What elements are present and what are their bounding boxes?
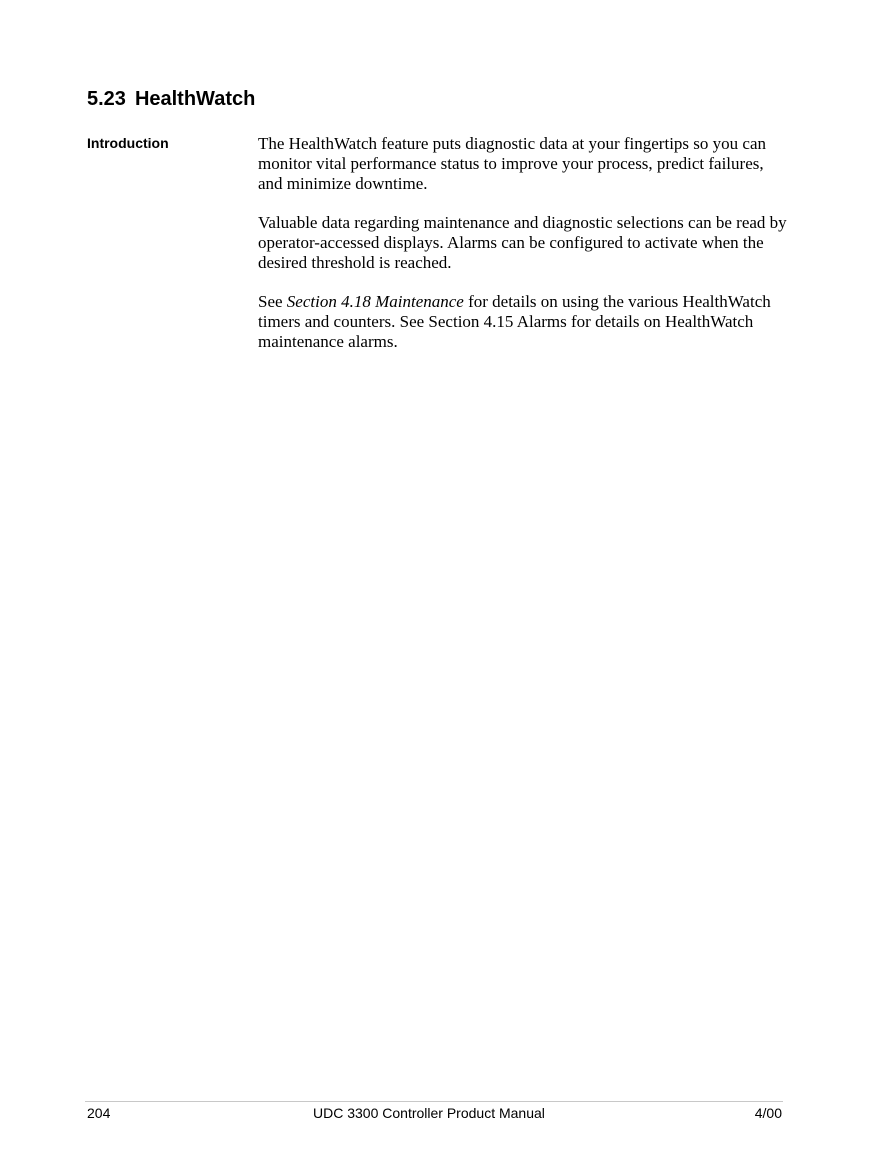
section-reference-maintenance: Section 4.18 Maintenance: [286, 292, 464, 311]
body-text: [258, 134, 788, 371]
paragraph-3-suffix: for details on using the various HealthWatch timers and counters. See Section 4.15 Alarms for details on HealthWatch maintenance alarms.: [258, 292, 771, 351]
section-title: HealthWatch: [134, 88, 256, 110]
section-number: 5.23: [87, 88, 126, 110]
footer-date: 4/00: [754, 1105, 782, 1121]
paragraph-3-prefix: See: [258, 292, 287, 311]
paragraph-3: [258, 292, 788, 352]
section-heading: [87, 86, 255, 112]
footer-page-number: 204: [87, 1105, 111, 1121]
footer-divider: [85, 1101, 783, 1102]
paragraph-1: The HealthWatch feature puts diagnostic data at your fingertips so you can monitor vital performance status to improve your process, predict failures, and minimize downtime.: [258, 134, 766, 193]
side-label-introduction: Introduction: [87, 135, 169, 151]
paragraph-2: Valuable data regarding maintenance and diagnostic selections can be read by operator-accessed displays. Alarms can be configured to activate when the desired threshold is reached.: [258, 213, 787, 272]
footer-manual-title: UDC 3300 Controller Product Manual: [313, 1105, 545, 1121]
